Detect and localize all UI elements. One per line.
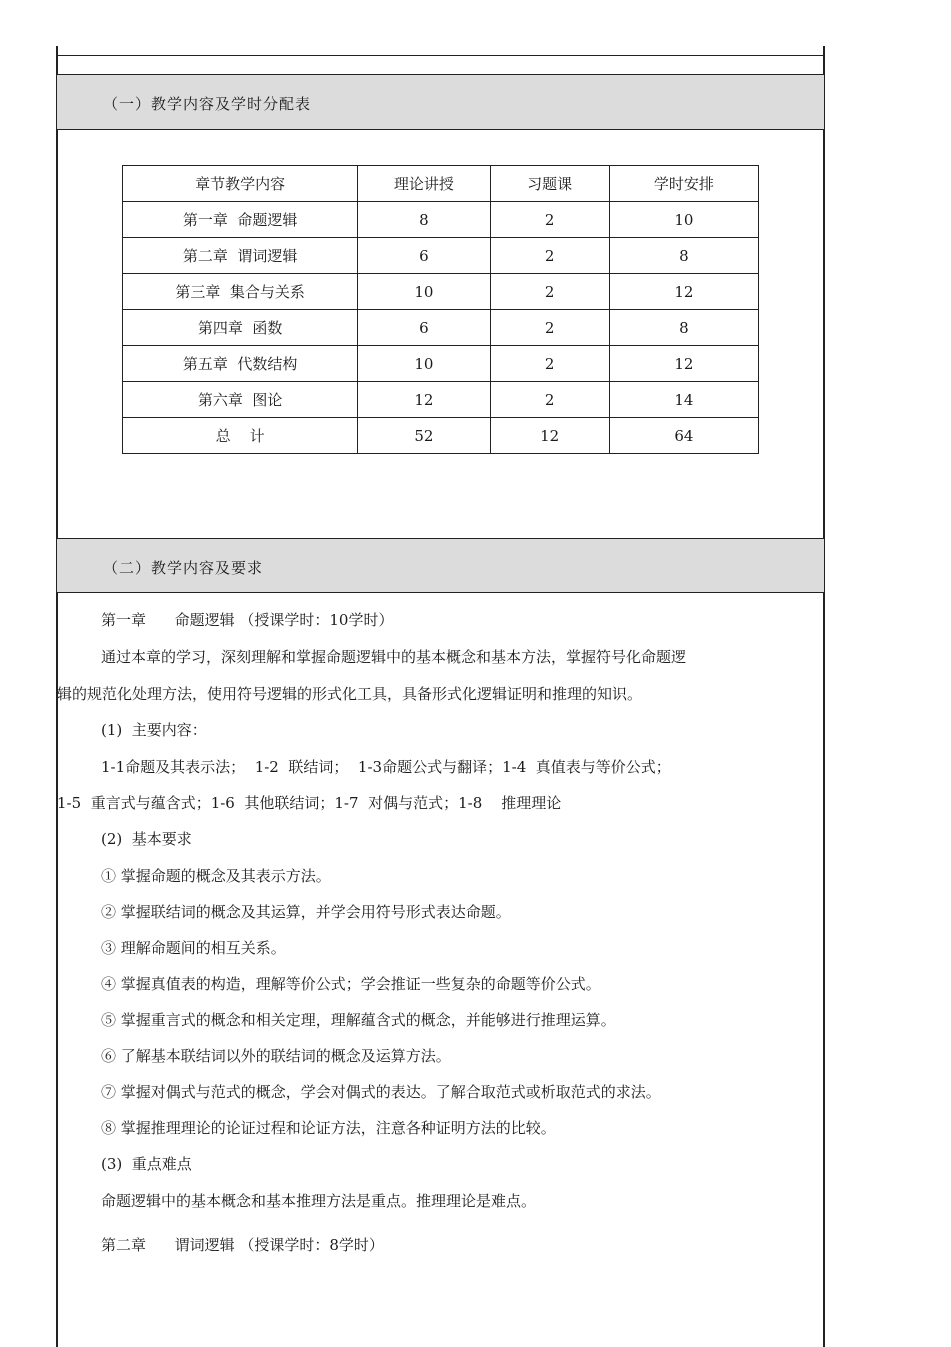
table-header-row: [123, 166, 759, 202]
table-cell: 第四章 函数: [123, 310, 358, 346]
table-row: [123, 274, 759, 310]
chapter1-intro: 通过本章的学习，深刻理解和掌握命题逻辑中的基本概念和基本方法，掌握符号化命题逻: [101, 648, 687, 666]
table-cell: 第三章 集合与关系: [123, 274, 358, 310]
table-cell: 总 计: [123, 418, 358, 454]
table-row: [123, 346, 759, 382]
table-row: [123, 238, 759, 274]
column-header: 理论讲授: [358, 166, 490, 202]
table-cell: 10: [358, 346, 490, 382]
table-cell: 8: [358, 202, 490, 238]
table-cell: 12: [490, 418, 609, 454]
requirement-item: ② 掌握联结词的概念及其运算，并学会用符号形式表达命题。: [101, 903, 511, 921]
chapter1-intro-cont: 辑的规范化处理方法，使用符号逻辑的形式化工具，具备形式化逻辑证明和推理的知识。: [57, 685, 643, 703]
table-cell: 12: [609, 346, 758, 382]
table-row-total: [123, 418, 759, 454]
column-header: 学时安排: [609, 166, 758, 202]
section-title: （二）教学内容及要求: [103, 559, 264, 577]
table-cell: 14: [609, 382, 758, 418]
table-row: [123, 382, 759, 418]
requirement-item: ⑤ 掌握重言式的概念和相关定理，理解蕴含式的概念，并能够进行推理运算。: [101, 1011, 616, 1029]
requirement-item: ① 掌握命题的概念及其表示方法。: [101, 867, 331, 885]
section-header-allocation: [57, 74, 824, 130]
key-points-label: (3) 重点难点: [101, 1155, 192, 1173]
table-cell: 10: [358, 274, 490, 310]
table-cell: 2: [490, 310, 609, 346]
table-cell: 6: [358, 310, 490, 346]
section-title: （一）教学内容及学时分配表: [103, 95, 312, 113]
table-cell: 第一章 命题逻辑: [123, 202, 358, 238]
requirement-item: ⑧ 掌握推理理论的论证过程和论证方法，注意各种证明方法的比较。: [101, 1119, 556, 1137]
table-cell: 8: [609, 238, 758, 274]
table-cell: 第五章 代数结构: [123, 346, 358, 382]
key-points-text: 命题逻辑中的基本概念和基本推理方法是重点。推理理论是难点。: [101, 1192, 537, 1210]
table-cell: 2: [490, 238, 609, 274]
allocation-table: [122, 165, 759, 454]
table-cell: 64: [609, 418, 758, 454]
table-cell: 6: [358, 238, 490, 274]
requirement-item: ⑥ 了解基本联结词以外的联结词的概念及运算方法。: [101, 1047, 451, 1065]
section-header-requirements: [57, 538, 824, 593]
top-divider: [56, 55, 825, 56]
table-cell: 2: [490, 346, 609, 382]
table-cell: 12: [609, 274, 758, 310]
table-cell: 12: [358, 382, 490, 418]
main-content-text-cont: 1-5 重言式与蕴含式；1-6 其他联结词；1-7 对偶与范式；1-8 推理理论: [57, 794, 562, 812]
requirement-item: ④ 掌握真值表的构造，理解等价公式；学会推证一些复杂的命题等价公式。: [101, 975, 601, 993]
main-content-label: (1) 主要内容：: [101, 721, 207, 739]
table-cell: 2: [490, 274, 609, 310]
table-cell: 第二章 谓词逻辑: [123, 238, 358, 274]
table-cell: 52: [358, 418, 490, 454]
requirement-item: ⑦ 掌握对偶式与范式的概念，学会对偶式的表达。了解合取范式或析取范式的求法。: [101, 1083, 661, 1101]
table-cell: 第六章 图论: [123, 382, 358, 418]
column-header: 习题课: [490, 166, 609, 202]
table-cell: 8: [609, 310, 758, 346]
chapter2-heading: 第二章 谓词逻辑 （授课学时：8学时）: [101, 1236, 384, 1254]
chapter1-heading: 第一章 命题逻辑 （授课学时：10学时）: [101, 611, 394, 629]
table-row: [123, 310, 759, 346]
table-row: [123, 202, 759, 238]
column-header: 章节教学内容: [123, 166, 358, 202]
table-cell: 2: [490, 382, 609, 418]
requirements-label: (2) 基本要求: [101, 830, 192, 848]
requirement-item: ③ 理解命题间的相互关系。: [101, 939, 286, 957]
main-content-text: 1-1命题及其表示法； 1-2 联结词； 1-3命题公式与翻译；1-4 真值表与等价公式；: [101, 758, 671, 776]
table-cell: 10: [609, 202, 758, 238]
table-cell: 2: [490, 202, 609, 238]
